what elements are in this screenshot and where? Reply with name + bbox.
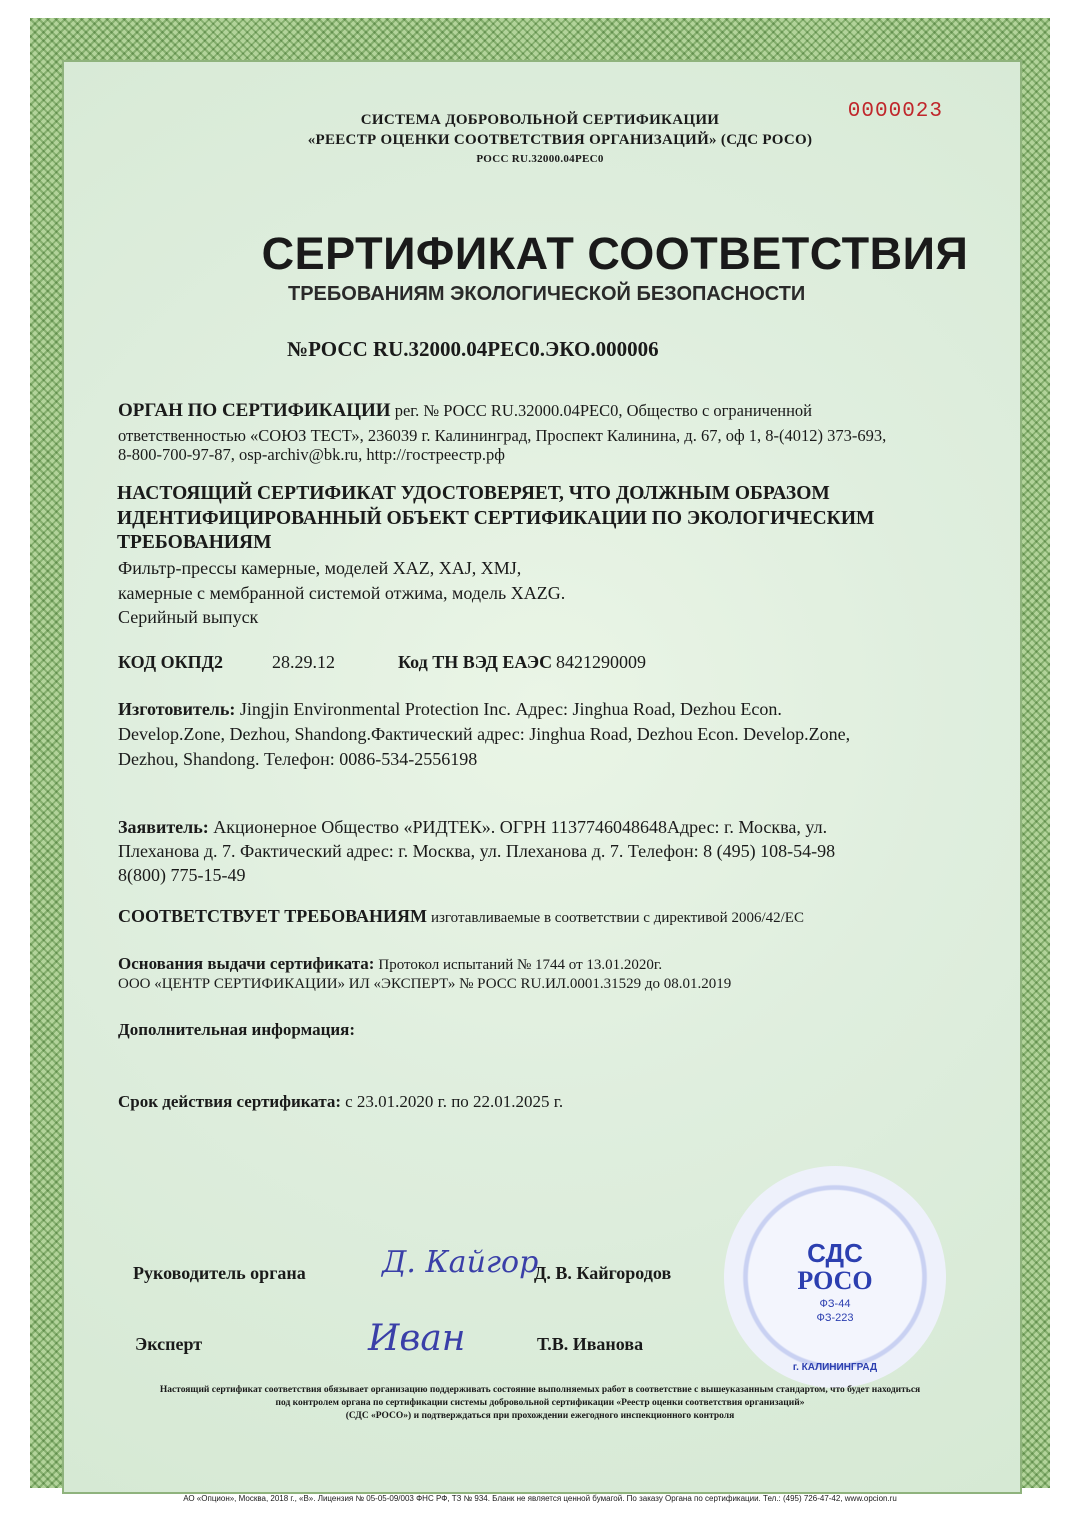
organ-line3: 8-800-700-97-87, osp-archiv@bk.ru, http://гостреестр.рф: [118, 445, 505, 464]
expert-label: Эксперт: [135, 1334, 203, 1354]
footer-line2: под контролем органа по сертификации системы добровольной сертификации «Реестр оценки соответствия организаций»: [275, 1398, 805, 1408]
head-name: Д. В. Кайгородов: [534, 1263, 672, 1283]
applicant-line3: 8(800) 775-15-49: [118, 865, 246, 885]
complies-line: [118, 906, 804, 927]
certifies-line1: НАСТОЯЩИЙ СЕРТИФИКАТ УДОСТОВЕРЯЕТ, ЧТО ДОЛЖНЫМ ОБРАЗОМ: [117, 483, 830, 504]
complies-text: изготавливаемые в соответствии с директивой 2006/42/EC: [430, 910, 804, 926]
validity-text: с 23.01.2020 г. по 22.01.2025 г.: [345, 1092, 564, 1111]
printer-info: АО «Опцион», Москва, 2018 г., «В». Лицензия № 05-05-09/003 ФНС РФ, ТЗ № 934. Бланк не является ценной бумагой. По заказу Органа по сертификации. Тел.: (495) 726-47-42, www.opcion.ru: [183, 1494, 897, 1503]
tnved-label: Код ТН ВЭД ЕАЭС: [398, 652, 553, 672]
complies-label: СООТВЕТСТВУЕТ ТРЕБОВАНИЯМ: [118, 906, 427, 926]
organ-line1: [118, 400, 812, 421]
tnved-value: 8421290009: [556, 652, 646, 672]
applicant-line1: [118, 817, 827, 838]
manufacturer-label: Изготовитель:: [118, 699, 236, 719]
head-signature: Д. Кайгор: [382, 1245, 539, 1280]
basis-text: Протокол испытаний № 1744 от 13.01.2020г.: [378, 957, 663, 973]
object-line1: Фильтр-прессы камерные, моделей XAZ, XAJ, XMJ,: [118, 558, 522, 578]
applicant-label: Заявитель:: [118, 817, 209, 837]
footer-line1: Настоящий сертификат соответствия обязывает организацию поддерживать состояние выполняемых работ в соответствие с вышеуказанным стандартом, что будет находиться: [159, 1385, 921, 1395]
okpd-label: КОД ОКПД2: [118, 652, 224, 672]
organ-text: рег. № РОСС RU.32000.04РЕС0, Общество с ограниченной: [394, 401, 813, 420]
seal-center-2: РОСО: [797, 1266, 873, 1295]
expert-signature: Иван: [368, 1318, 466, 1359]
seal-center-1: СДС: [807, 1238, 863, 1268]
manufacturer-line2: Develop.Zone, Dezhou, Shandong.Фактический адрес: Jinghua Road, Dezhou Econ. Develop.Zone,: [118, 724, 851, 744]
manufacturer-line3: Dezhou, Shandong. Телефон: 0086-534-2556198: [118, 749, 478, 769]
seal-law-2: ФЗ-223: [816, 1312, 854, 1324]
expert-name: Т.В. Иванова: [537, 1334, 644, 1354]
okpd-value: 28.29.12: [272, 652, 335, 672]
head-label: Руководитель органа: [133, 1263, 306, 1283]
basis-label: Основания выдачи сертификата:: [118, 954, 375, 973]
organ-line2: ответственностью «СОЮЗ ТЕСТ», 236039 г. Калининград, Проспект Калинина, д. 67, оф 1, 8-(4012) 373-693,: [118, 426, 887, 445]
object-line2: камерные с мембранной системой отжима, модель XAZG.: [118, 583, 566, 603]
serial-number: 0000023: [847, 100, 943, 123]
certificate-number: №РОСС RU.32000.04РЕС0.ЭКО.000006: [287, 337, 659, 361]
system-registry: «РЕЕСТР ОЦЕНКИ СООТВЕТСТВИЯ ОРГАНИЗАЦИЙ» (СДС РОСО): [307, 132, 813, 148]
organ-seal: [724, 1166, 946, 1388]
object-line3: Серийный выпуск: [118, 607, 259, 627]
manufacturer-line1: [118, 699, 782, 720]
certificate-title: СЕРТИФИКАТ СООТВЕТСТВИЯ: [261, 228, 969, 279]
system-name: СИСТЕМА ДОБРОВОЛЬНОЙ СЕРТИФИКАЦИИ: [360, 112, 720, 128]
organ-label: ОРГАН ПО СЕРТИФИКАЦИИ: [118, 400, 391, 421]
certifies-line3: ТРЕБОВАНИЯМ: [117, 532, 272, 553]
validity-line: [118, 1092, 563, 1112]
basis-line2: ООО «ЦЕНТР СЕРТИФИКАЦИИ» ИЛ «ЭКСПЕРТ» № РОСС RU.ИЛ.0001.31529 до 08.01.2019: [118, 976, 732, 992]
seal-law-1: ФЗ-44: [819, 1298, 851, 1310]
applicant-text: Акционерное Общество «РИДТЕК». ОГРН 1137746048648Адрес: г. Москва, ул.: [213, 817, 828, 837]
footer-line3: (СДС «РОСО») и подтверждаться при прохождении ежегодного инспекционного контроля: [345, 1411, 735, 1421]
certifies-line2: ИДЕНТИФИЦИРОВАННЫЙ ОБЪЕКТ СЕРТИФИКАЦИИ ПО ЭКОЛОГИЧЕСКИМ: [117, 508, 875, 529]
additional-info-label: Дополнительная информация:: [118, 1020, 356, 1039]
certificate-subtitle: ТРЕБОВАНИЯМ ЭКОЛОГИЧЕСКОЙ БЕЗОПАСНОСТИ: [288, 283, 806, 305]
basis-line1: [118, 954, 662, 974]
applicant-line2: Плеханова д. 7. Фактический адрес: г. Москва, ул. Плеханова д. 7. Телефон: 8 (495) 108-54-98: [118, 841, 836, 861]
seal-city: г. КАЛИНИНГРАД: [792, 1362, 878, 1373]
system-reg-number: РОСС RU.32000.04РЕС0: [476, 153, 604, 165]
manufacturer-text: Jingjin Environmental Protection Inc. Адрес: Jinghua Road, Dezhou Econ.: [239, 699, 782, 719]
validity-label: Срок действия сертификата:: [118, 1092, 342, 1111]
